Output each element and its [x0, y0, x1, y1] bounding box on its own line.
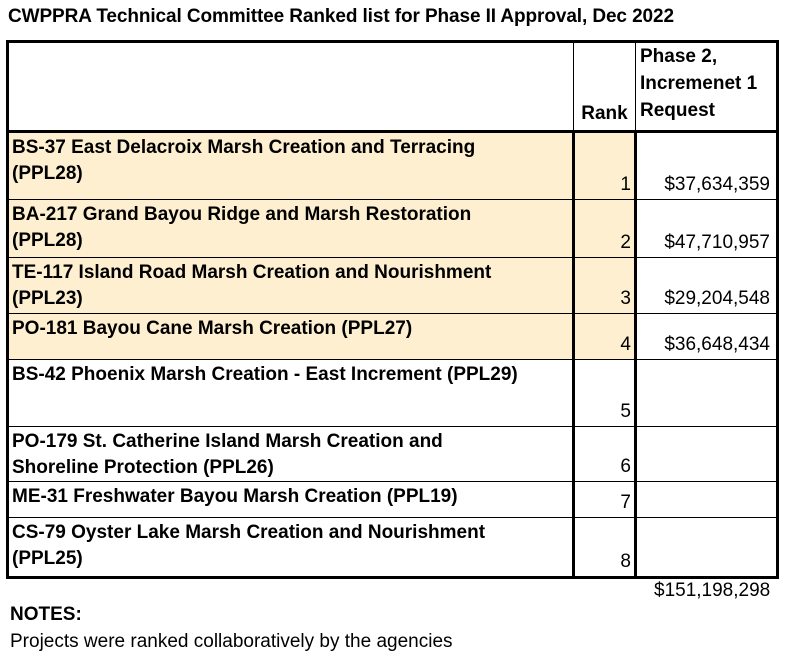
request-total: $151,198,298: [654, 580, 771, 601]
request-cell: $36,648,434: [636, 314, 778, 360]
project-name-line: TE-117 Island Road Marsh Creation and Nourishment: [12, 262, 492, 283]
page-title: CWPPRA Technical Committee Ranked list for Phase II Approval, Dec 2022: [8, 6, 674, 27]
rank-cell: 4: [574, 314, 636, 360]
rank-cell: 2: [574, 200, 636, 258]
request-cell: [636, 360, 778, 427]
project-name-line: BS-37 East Delacroix Marsh Creation and Terracing: [12, 137, 476, 158]
project-name-cell: [8, 200, 574, 258]
table-row: [8, 360, 778, 427]
project-name-cell: [8, 518, 574, 578]
project-name-cell: [8, 482, 574, 518]
table-header-row: [8, 42, 778, 132]
notes-heading: NOTES:: [10, 604, 82, 625]
project-name-line: (PPL28): [12, 163, 83, 184]
request-cell: $29,204,548: [636, 258, 778, 314]
project-name-line: (PPL23): [12, 288, 83, 309]
table-row: [8, 482, 778, 518]
table-row: [8, 200, 778, 258]
project-name-line: (PPL28): [12, 230, 83, 251]
rank-cell: 8: [574, 518, 636, 578]
request-cell: [636, 482, 778, 518]
table-row: [8, 518, 778, 578]
project-name-line: PO-179 St. Catherine Island Marsh Creation and: [12, 431, 443, 452]
header-request: [636, 42, 778, 132]
rank-cell: 1: [574, 132, 636, 200]
project-name-line: BA-217 Grand Bayou Ridge and Marsh Restoration: [12, 204, 472, 225]
project-name-cell: [8, 427, 574, 482]
header-request-line2: Incremenet 1: [640, 73, 758, 94]
project-name-cell: [8, 258, 574, 314]
project-name-line: BS-42 Phoenix Marsh Creation - East Increment (PPL29): [12, 364, 518, 385]
rank-cell: 3: [574, 258, 636, 314]
request-cell: [636, 427, 778, 482]
request-cell: [636, 518, 778, 578]
header-rank: Rank: [574, 42, 636, 132]
rank-cell: 6: [574, 427, 636, 482]
rank-cell: 5: [574, 360, 636, 427]
header-request-line1: Phase 2,: [640, 46, 718, 67]
project-name-cell: [8, 314, 574, 360]
table-row: [8, 314, 778, 360]
header-project-cell: [8, 42, 574, 132]
project-name-line: CS-79 Oyster Lake Marsh Creation and Nourishment: [12, 522, 486, 543]
project-name-line: PO-181 Bayou Cane Marsh Creation (PPL27): [12, 318, 413, 339]
ranked-projects-table: [6, 40, 779, 579]
project-name-cell: [8, 132, 574, 200]
table-row: [8, 427, 778, 482]
header-request-line3: Request: [640, 100, 715, 121]
notes-text: Projects were ranked collaboratively by the agencies: [10, 631, 453, 652]
project-name-line: (PPL25): [12, 548, 83, 569]
project-name-line: Shoreline Protection (PPL26): [12, 457, 274, 478]
project-name-cell: [8, 360, 574, 427]
request-cell: $37,634,359: [636, 132, 778, 200]
table-row: [8, 132, 778, 200]
table-row: [8, 258, 778, 314]
project-name-line: ME-31 Freshwater Bayou Marsh Creation (PPL19): [12, 486, 458, 507]
rank-cell: 7: [574, 482, 636, 518]
request-cell: $47,710,957: [636, 200, 778, 258]
